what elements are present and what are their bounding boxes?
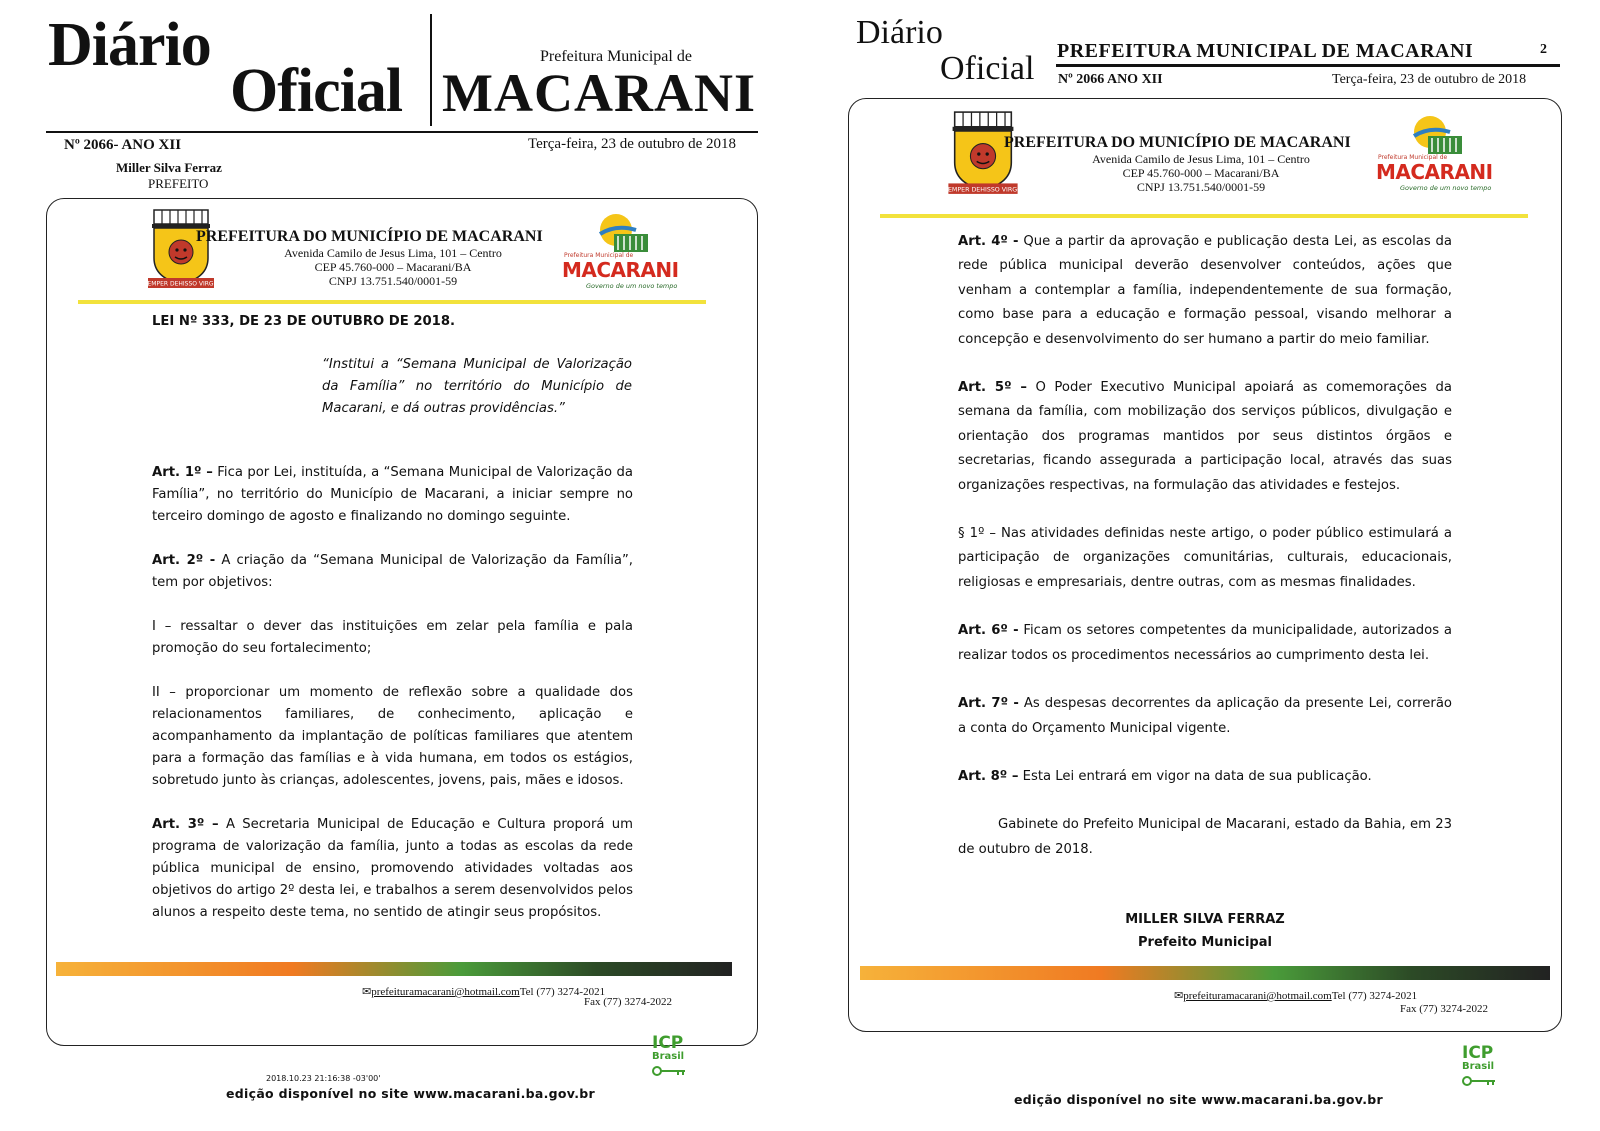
letterhead-title: PREFEITURA DO MUNICÍPIO DE MACARANI bbox=[196, 228, 543, 245]
logo-emblem-icon bbox=[596, 212, 652, 256]
mayor-title: PREFEITO bbox=[148, 176, 209, 191]
logo-small-text: Prefeitura Municipal de bbox=[564, 252, 634, 259]
letterhead-cep: CEP 45.760-000 – Macarani/BA bbox=[314, 260, 472, 274]
page2-issue-number: Nº 2066 ANO XII bbox=[1058, 72, 1163, 87]
page2-contact-line bbox=[1174, 989, 1417, 1002]
signer-title: Prefeito Municipal bbox=[1138, 935, 1272, 950]
article-2-text: A criação da “Semana Municipal de Valorização da Família”, tem por objetivos: bbox=[152, 553, 633, 590]
law-ementa: “Institui a “Semana Municipal de Valorização da Família” no território do Município de Macarani, e dá outras providências.” bbox=[322, 357, 632, 416]
masthead-diario: Diário bbox=[48, 11, 211, 79]
article-7-text: As despesas decorrentes da aplicação da presente Lei, correrão a conta do Orçamento Municipal vigente. bbox=[958, 696, 1452, 736]
article-3 bbox=[152, 814, 633, 924]
page2-contact-fax: Fax (77) 3274-2022 bbox=[1400, 1003, 1488, 1015]
page2-logo-emblem-icon bbox=[1410, 114, 1466, 158]
article-2-label: Art. 2º - bbox=[152, 553, 216, 568]
issue-number: Nº 2066- ANO XII bbox=[64, 137, 182, 153]
mayor-name: Miller Silva Ferraz bbox=[116, 160, 222, 175]
icp-text: ICP bbox=[652, 1033, 684, 1053]
page2-icp-text: ICP bbox=[1462, 1043, 1494, 1063]
signer-name: MILLER SILVA FERRAZ bbox=[1125, 912, 1285, 927]
contact-fax: Fax (77) 3274-2022 bbox=[584, 996, 672, 1008]
paragraph-1: § 1º – Nas atividades definidas neste artigo, o poder público estimulará a participação de organizações comunitárias, culturais, educacionais, religiosas e empresariais, dentre outras, com as mesmas finalidades. bbox=[958, 526, 1452, 590]
contact-line bbox=[362, 985, 605, 998]
article-5-label: Art. 5º – bbox=[958, 380, 1028, 396]
page2-coat-motto-text: SEMPER DEHISSO VIRGO bbox=[943, 186, 1023, 194]
article-5-text: O Poder Executivo Municipal apoiará as comemorações da semana da família, com mobilização dos serviços públicos, divulgação e orientação dos programas mantidos por seus distintos órgãos e secretarias, ficando assegurada a participação local, através das suas organizações respectivas, na formulação das atividades e festejos. bbox=[958, 380, 1452, 493]
article-4 bbox=[958, 230, 1452, 352]
article-1-text: Fica por Lei, instituída, a “Semana Municipal de Valorização da Família”, no território do Município de Macarani, a iniciar sempre no terceiro domingo de agosto e finalizando no domingo seguinte. bbox=[152, 465, 633, 524]
contact-email: prefeituramacarani@hotmail.com bbox=[371, 986, 520, 998]
article-3-label: Art. 3º – bbox=[152, 817, 219, 832]
icp-brasil-seal-page1 bbox=[652, 1033, 692, 1086]
article-2 bbox=[152, 550, 633, 594]
article-8-text: Esta Lei entrará em vigor na data de sua publicação. bbox=[1018, 768, 1372, 784]
macarani-logo bbox=[560, 208, 690, 294]
page-number: 2 bbox=[1540, 42, 1547, 57]
article-7-label: Art. 7º - bbox=[958, 696, 1019, 712]
page2-body bbox=[958, 230, 1452, 886]
page2-footer-stripe bbox=[860, 966, 1550, 980]
contact-tel: Tel (77) 3274-2021 bbox=[519, 986, 606, 998]
key-icon bbox=[652, 1065, 688, 1077]
footer-stripe bbox=[56, 962, 732, 976]
masthead-city: MACARANI bbox=[442, 63, 756, 123]
article-4-text: Que a partir da aprovação e publicação desta Lei, as escolas da rede pública municipal deverão desenvolver conteúdos, ações que venham a contemplar a família, independentemente de sua formação, como base para a educação e formação pessoal, visando melhorar a concepção e desenvolvimento do ser humano a partir do meio familiar. bbox=[958, 234, 1452, 347]
icp-brasil-seal-page2 bbox=[1462, 1043, 1502, 1096]
icp-brasil-text: Brasil bbox=[652, 1051, 685, 1062]
page2-letterhead-cnpj: CNPJ 13.751.540/0001-59 bbox=[1136, 180, 1266, 194]
page2-masthead-diario: Diário bbox=[856, 14, 943, 51]
article-1-label: Art. 1º – bbox=[152, 465, 213, 480]
site-note-page2: edição disponível no site www.macarani.ba.gov.br bbox=[1014, 1092, 1384, 1107]
email-icon: ✉ bbox=[362, 986, 372, 998]
page2-icp-brasil-text: Brasil bbox=[1462, 1061, 1495, 1072]
coat-of-arms-icon bbox=[143, 208, 219, 290]
signature-timestamp: 2018.10.23 21:16:38 -03'00' bbox=[266, 1074, 381, 1083]
page2-contact-email: prefeituramacarani@hotmail.com bbox=[1183, 990, 1332, 1002]
article-1 bbox=[152, 462, 633, 528]
article-8-label: Art. 8º – bbox=[958, 768, 1019, 784]
article-6-text: Ficam os setores competentes da municipalidade, autorizados a realizar todos os procedimentos necessários ao cumprimento desta lei. bbox=[958, 623, 1452, 663]
issue-date: Terça-feira, 23 de outubro de 2018 bbox=[528, 136, 737, 152]
article-3-text: A Secretaria Municipal de Educação e Cultura proporá um programa de valorização da família, junto a todas as escolas da rede pública municipal de ensino, promovendo atividades voltadas aos objetivos do artigo 2º desta lei, e trabalhos a serem desenvolvidos pelos alunos a respeito deste tema, no sentido de atingir seus propósitos. bbox=[152, 817, 633, 920]
article-4-label: Art. 4º - bbox=[958, 234, 1019, 249]
logo-name: MACARANI bbox=[562, 258, 679, 282]
closing-statement: Gabinete do Prefeito Municipal de Macarani, estado da Bahia, em 23 de outubro de 2018. bbox=[958, 817, 1452, 857]
masthead-prefeitura-label: Prefeitura Municipal de bbox=[540, 48, 692, 65]
coat-motto-text: SEMPER DEHISSO VIRGO bbox=[143, 280, 219, 288]
page2-email-icon: ✉ bbox=[1174, 990, 1184, 1002]
letterhead-cnpj: CNPJ 13.751.540/0001-59 bbox=[328, 274, 458, 288]
page2-letterhead-cep: CEP 45.760-000 – Macarani/BA bbox=[1122, 166, 1280, 180]
page2-coat-of-arms-icon bbox=[943, 110, 1023, 196]
article-5 bbox=[958, 376, 1452, 498]
article-6 bbox=[958, 619, 1452, 668]
letterhead-address: Avenida Camilo de Jesus Lima, 101 – Centro bbox=[284, 246, 502, 260]
masthead-oficial: Oficial bbox=[230, 57, 403, 125]
page2-contact-tel: Tel (77) 3274-2021 bbox=[1331, 990, 1418, 1002]
law-title: LEI Nº 333, DE 23 DE OUTUBRO DE 2018. bbox=[152, 314, 456, 329]
page2-logo-tagline: Governo de um novo tempo bbox=[1400, 184, 1492, 192]
masthead-rule bbox=[46, 131, 758, 133]
letterhead-yellow-rule bbox=[78, 300, 706, 304]
article-7 bbox=[958, 692, 1452, 741]
page2-key-icon bbox=[1462, 1075, 1498, 1087]
page2-macarani-logo bbox=[1374, 110, 1504, 196]
page1-body bbox=[152, 462, 633, 946]
page2-header-rule bbox=[1056, 64, 1560, 67]
page2-masthead-oficial: Oficial bbox=[940, 50, 1035, 87]
article-6-label: Art. 6º - bbox=[958, 623, 1019, 639]
page2-header-title: PREFEITURA MUNICIPAL DE MACARANI bbox=[1057, 40, 1474, 62]
article-8 bbox=[958, 765, 1452, 789]
logo-tagline: Governo de um novo tempo bbox=[586, 282, 678, 290]
page2-logo-small-text: Prefeitura Municipal de bbox=[1378, 154, 1448, 161]
item-2: II – proporcionar um momento de reflexão sobre a qualidade dos relacionamentos familiares, de conhecimento, aplicação e acompanhamento da implantação de políticas familiares que atentem para a formação das famílias e à vida humana, em todos os estágios, sobretudo junto às crianças, adolescentes, jovens, pais, mães e idosos. bbox=[152, 685, 633, 788]
page2-letterhead-address: Avenida Camilo de Jesus Lima, 101 – Centro bbox=[1092, 152, 1310, 166]
page2-issue-date: Terça-feira, 23 de outubro de 2018 bbox=[1332, 72, 1527, 87]
page2-letterhead-yellow-rule bbox=[880, 214, 1528, 218]
site-note-page1: edição disponível no site www.macarani.ba.gov.br bbox=[226, 1086, 596, 1101]
page2-letterhead-title: PREFEITURA DO MUNICÍPIO DE MACARANI bbox=[1004, 134, 1351, 151]
masthead-divider bbox=[430, 14, 432, 126]
item-1: I – ressaltar o dever das instituições em zelar pela família e pala promoção do seu fortalecimento; bbox=[152, 619, 633, 656]
page2-logo-name: MACARANI bbox=[1376, 160, 1493, 184]
